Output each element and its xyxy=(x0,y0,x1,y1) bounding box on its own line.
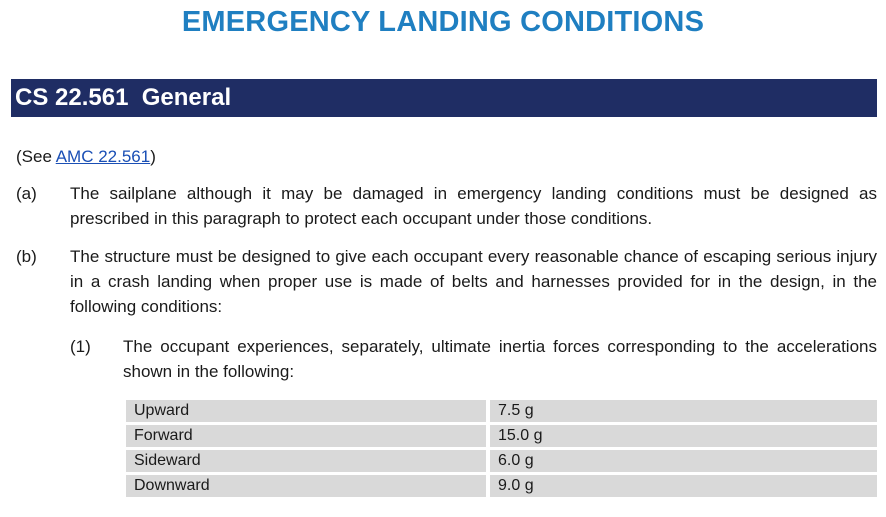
table-row xyxy=(126,450,877,472)
value-cell: 6.0 g xyxy=(490,450,877,472)
subparagraph-1 xyxy=(70,334,877,386)
paragraph-text: The structure must be designed to give each occupant every reasonable chance of escaping serious injury in a crash landing when proper use is made of belts and harnesses provided for in the design, in the following conditions: xyxy=(70,247,877,316)
table-row xyxy=(126,400,877,422)
regulation-header: CS 22.561 General xyxy=(11,79,877,117)
table-row xyxy=(126,475,877,497)
paragraph-label: (b) xyxy=(16,247,37,266)
value-cell: 15.0 g xyxy=(490,425,877,447)
acceleration-table xyxy=(126,397,877,500)
section-title: EMERGENCY LANDING CONDITIONS xyxy=(181,6,705,38)
value-cell: 7.5 g xyxy=(490,400,877,422)
subparagraph-text: The occupant experiences, separately, ultimate inertia forces corresponding to the accelerations shown in the following: xyxy=(123,337,877,381)
see-prefix: (See xyxy=(16,147,56,166)
see-reference xyxy=(16,147,156,167)
subparagraph-label: (1) xyxy=(70,337,91,356)
table-row xyxy=(126,425,877,447)
direction-cell: Upward xyxy=(126,400,490,422)
paragraph-b xyxy=(16,244,877,322)
paragraph-label: (a) xyxy=(16,184,37,203)
direction-cell: Sideward xyxy=(126,450,490,472)
paragraph-a xyxy=(16,181,877,233)
paragraph-text: The sailplane although it may be damaged in emergency landing conditions must be designed as prescribed in this paragraph to protect each occupant under those conditions. xyxy=(70,184,877,228)
value-cell: 9.0 g xyxy=(490,475,877,497)
amc-link[interactable]: AMC 22.561 xyxy=(55,147,151,166)
direction-cell: Downward xyxy=(126,475,490,497)
direction-cell: Forward xyxy=(126,425,490,447)
see-suffix: ) xyxy=(150,147,156,166)
